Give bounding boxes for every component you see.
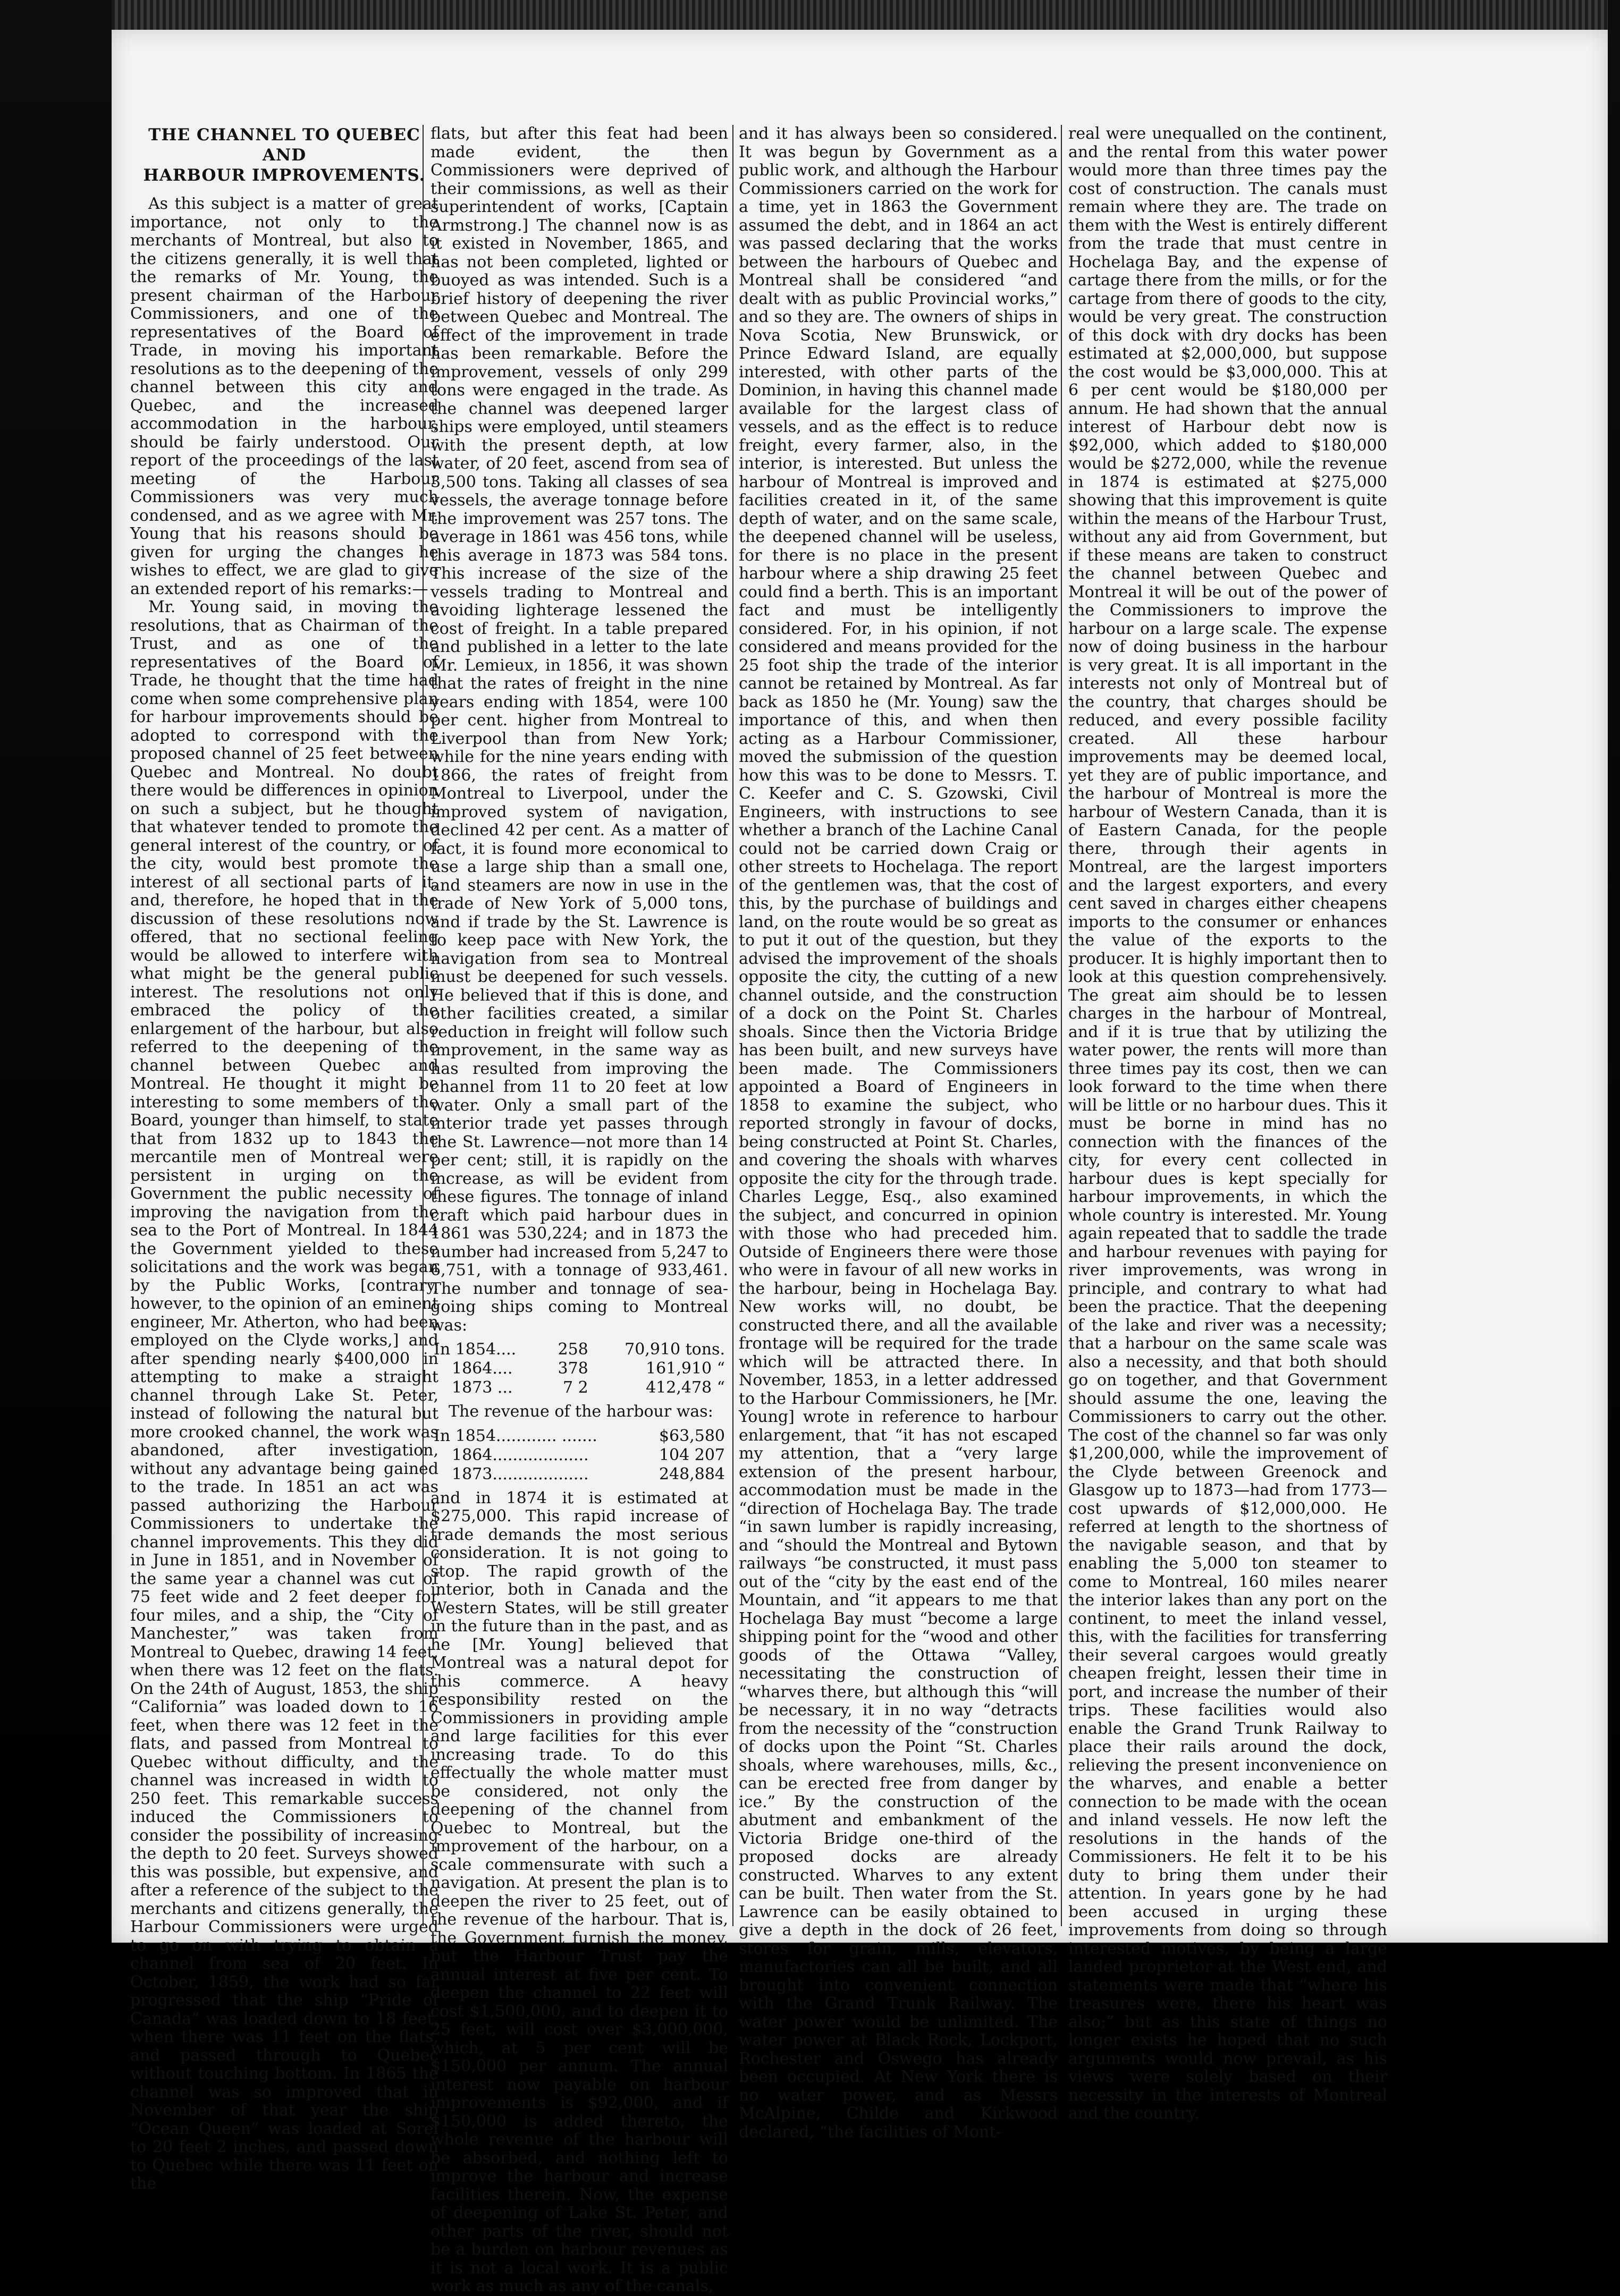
table-cell: In 1854....: [434, 1340, 517, 1359]
paragraph: and it has always been so considered. It was begun by Government as a public work, and although the Harbour Commissioners carried on the work for a time, yet in 1863 the Government assumed the debt, and in 1864 an act was passed declaring that the works between the harbours of Quebec and Montreal shall be considered “and dealt with as public Provincial works,” and so they are. The owners of ships in Nova Scotia, New Brunswick, or Prince Edward Island, are equally interested, with other parts of the Dominion, in having this channel made available for the largest class of vessels, and as the effect is to reduce freight, every farmer, also, in the interior, is interested. But unless the harbour of Montreal is improved and facilities created in it, of the same depth of water, and on the same scale, the deepened channel will be useless, for there is no place in the present harbour where a ship drawing 25 feet could find a berth. This is an important fact and must be intelligently considered. For, in his opinion, if not considered and means provided for the 25 foot ship the trade of the interior cannot be retained by Montreal. As far back as 1850 he (Mr. Young) saw the importance of this, and when then acting as a Harbour Commissioner, moved the submission of the question how this was to be done to Messrs. T. C. Keefer and C. S. Gzowski, Civil Engineers, with instructions to see whether a branch of the Lachine Canal could not be carried down Craig or other streets to Hochelaga. The report of the gentlemen was, that the cost of this, by the purchase of buildings and land, on the route would be so great as to put it out of the question, but they advised the improvement of the shoals opposite the city, the cutting of a new channel outside, and the construction of a dock on the Point St. Charles shoals. Since then the Victoria Bridge has been built, and new surveys have been made. The Commissioners appointed a Board of Engineers in 1858 to examine the subject, who reported strongly in favour of docks, being constructed at Point St. Charles, and covering the shoals with wharves opposite the city for the through trade. Charles Legge, Esq., also examined the subject, and concurred in opinion with those who had preceded him. Outside of Engineers there were those who were in favour of all new works in the harbour, being in Hochelaga Bay. New works will, no doubt, be constructed there, and all the available frontage will be required for the trade which will be attracted there. In November, 1853, in a letter addressed to the Harbour Commissioners, he [Mr. Young] wrote in reference to harbour enlargement, that “it has not escaped my attention, that a “very large extension of the present harbour, accommodation must be made in the “direction of Hochelaga Bay. The trade “in sawn lumber is rapidly increasing, and “should the Montreal and Bytown railways “be constructed, it must pass out of the “city by the east end of the Mountain, and “it appears to me that Hochelaga Bay must “become a large shipping point for the “wood and other goods of the Ottawa “Valley, necessitating the construction of “wharves there, but although this “will be necessary, it in no way “detracts from the necessity of the “construction of docks upon the Point “St. Charles shoals, where warehouses, mills, &c., can be erected free from danger by ice.” By the construction of the abutment and embankment of the Victoria Bridge one-third of the proposed docks are already constructed. Wharves to any extent can be built. Then water from the St. Lawrence can be easily obtained to give a depth in the dock of 26 feet, stores for grain, mills, elevators, manufactories can all be built, and all brought into convenient connection with the Grand Trunk Railway. The water power would be unlimited. The water power at Black Rock, Lockport, Rochester and Oswego has already been occupied. At New York there is no water power, and as Messrs McAlpine, Childe and Kirkwood declared, “the facilities of Mont-: [739, 124, 1058, 2141]
ships-tonnage-table: [431, 1340, 728, 1397]
table-row: [431, 1427, 728, 1446]
table-cell: $63,580: [659, 1426, 725, 1445]
paragraph: flats, but after this feat had been made evident, the then Commissioners were deprived of their commissions, as well as their superintendent of works, [Captain Armstrong.] The channel now is as it existed in November, 1865, and has not been completed, lighted or buoyed as was intended. Such is a brief history of deepening the river between Quebec and Montreal. The effect of the improvement in trade has been remarkable. Before the improvement, vessels of only 299 tons were engaged in the trade. As the channel was deepened larger ships were employed, until steamers with the present depth, at low water, of 20 feet, ascend from sea of 3,500 tons. Taking all classes of sea vessels, the average tonnage before the improvement was 257 tons. The average in 1861 was 456 tons, while this average in 1873 was 584 tons. This increase of the size of the vessels trading to Montreal and avoiding lighterage lessened the cost of freight. In a table prepared and published in a letter to the late Mr. Lemieux, in 1856, it was shown that the rates of freight in the nine years ending with 1854, were 100 per cent. higher from Montreal to Liverpool than from New York; while for the nine years ending with 1866, the rates of freight from Montreal to Liverpool, under the improved system of navigation, declined 42 per cent. As a matter of fact, it is found more economical to use a large ship than a small one, and steamers are now in use in the trade of New York of 5,000 tons, and if trade by the St. Lawrence is to keep pace with New York, the navigation from sea to Montreal must be deepened for such vessels. He believed that if this is done, and other facilities created, a similar reduction in freight will follow such improvement, in the same way as has resulted from improving the channel from 11 to 20 feet at low water. Only a small part of the interior trade yet passes through the St. Lawrence—not more than 14 per cent; still, it is rapidly on the increase, as will be evident from these figures. The tonnage of inland craft which paid harbour dues in 1861 was 530,224; and in 1873 the number had increased from 5,247 to 6,751, with a tonnage of 933,461. The number and tonnage of sea-going ships coming to Montreal was:: [431, 124, 728, 1335]
column-rule: [732, 125, 733, 1926]
table-cell: 1873 ...: [452, 1378, 513, 1397]
paragraph: As this subject is a matter of great importance, not only to the merchants of Montreal, but also to the citizens generally, it is well that the remarks of Mr. Young, the present chairman of the Harbour Commissioners, and one of the representatives of the Board of Trade, in moving his important resolutions as to the deepening of the channel between this city and Quebec, and the increased accommodation in the harbour, should be fairly understood. Our report of the proceedings of the last meeting of the Harbour Commissioners was very much condensed, and as we agree with Mr. Young that his reasons should be given for urging the changes he wishes to effect, we are glad to give an extended report of his remarks:—: [130, 194, 438, 598]
column-2: [431, 125, 728, 2296]
table-cell: 104 207: [659, 1445, 725, 1464]
revenue-caption: The revenue of the harbour was:: [449, 1402, 713, 1421]
revenue-table: [431, 1427, 728, 1484]
paragraph: Mr. Young said, in moving the resolutions, that as Chairman of the Trust, and as one of the representatives of the Board of Trade, he thought that the time had come when some comprehensive plan for harbour improvements should be adopted to correspond with the proposed channel of 25 feet between Quebec and Montreal. No doubt there would be differences in opinion on such a subject, but he thought that whatever tended to promote the general interest of the country, or of the city, would best promote the interest of all sectional parts of it, and, therefore, he hoped that in the discussion of these resolutions now offered, that no sectional feeling would be allowed to interfere with what might be the general public interest. The resolutions not only embraced the policy of the enlargement of the harbour, but also referred to the deepening of the channel between Quebec and Montreal. He thought it might be interesting to some members of the Board, younger than himself, to state that from 1832 up to 1843 the mercantile men of Montreal were persistent in urging on the Government the public necessity of improving the navigation from the sea to the Port of Montreal. In 1844 the Government yielded to these solicitations and the work was began by the Public Works, [contrary, however, to the opinion of an eminent engineer, Mr. Atherton, who had been employed on the Clyde works,] and after spending nearly $400,000 in attempting to make a straight channel through Lake St. Peter, instead of following the natural but more crooked channel, the work was abandoned, after investigation, without any advantage being gained to the trade. In 1851 an act was passed authorizing the Harbour Commissioners to undertake the channel improvements. This they did in June in 1851, and in November of the same year a channel was cut of 75 feet wide and 2 feet deeper for four miles, and a ship, the “City of Manchester,” was taken from Montreal to Quebec, drawing 14 feet, when there was 12 feet on the flats. On the 24th of August, 1853, the ship “California” was loaded down to 16 feet, when there was 12 feet in the flats, and passed from Montreal to Quebec without difficulty, and the channel was increased in width to 250 feet. This remarkable success induced the Commissioners to consider the possibility of increasing the depth to 20 feet. Surveys showed this was possible, but expensive, and after a reference of the subject to the merchants and citizens generally, the Harbour Commissioners were urged to go on with trying to obtain a channel from sea of 20 feet. In October, 1859, the work had so far progressed that the ship “Pride of Canada” was loaded down to 18 feet, when there was 11 feet on the flats, and passed through to Quebec without touching bottom. In 1865 the channel was so improved that in November of that year the ship “Ocean Queen” was loaded at Sorel to 20 feet 2 inches, and passed down to Quebec while there was 11 feet on the: [130, 598, 438, 2193]
table-row: [431, 1465, 728, 1484]
table-cell: 248,884: [659, 1464, 725, 1484]
article-headline: [130, 125, 438, 185]
table-row: [431, 1378, 728, 1397]
column-rule: [1061, 125, 1062, 1926]
column-4: [1068, 125, 1387, 2123]
column-1: [130, 125, 438, 2193]
table-row: [431, 1446, 728, 1465]
table-cell: In 1854............ .......: [434, 1426, 597, 1445]
headline-line-2: HARBOUR IMPROVEMENTS.: [143, 166, 426, 185]
paragraph: and in 1874 it is estimated at $275,000. This rapid increase of trade demands the most serious consideration. It is not going to stop. The rapid growth of the interior, both in Canada and the Western States, will be still greater in the future than in the past, and as he [Mr. Young] believed that Montreal was a natural depot for this commerce. A heavy responsibility rested on the Commissioners in providing ample and large facilities for this ever increasing trade. To do this effectually the whole matter must be considered, not only the deepening of the channel from Quebec to Montreal, but the improvement of the harbour, on a scale commensurate with such a navigation. At present the plan is to deepen the river to 25 feet, out of the revenue of the harbour. That is, the Government furnish the money, but the Harbour Trust pay the annual interest at five per cent. To deepen the channel to 22 feet will cost $1,500,000, and to deepen it to 25 feet, will cost over $3,000,000, which, at 5 per cent will be $150,000 per annum. The annual interest now payable on harbour improvements is $92,000, and if $150,000 is added thereto, the whole revenue of the harbour will be absorbed, and nothing left to improve the harbour and increase facilities therein. Now, the expense of deepening of Lake St. Peter, and other parts of the river, should not be a burden on harbour revenues as it is not a local work. It is a public work as much as any of the canals,: [431, 1488, 728, 2295]
column-3: [739, 125, 1058, 2141]
headline-line-1: THE CHANNEL TO QUEBEC AND: [148, 125, 420, 165]
table-cell: 1864...................: [452, 1445, 589, 1464]
table-cell: 161,910 “: [646, 1359, 725, 1378]
table-cell: 378: [558, 1359, 588, 1378]
table-row: [431, 1340, 728, 1359]
table-cell: 412,478 “: [646, 1378, 725, 1397]
table-row: [431, 1359, 728, 1378]
paragraph: real were unequalled on the continent, and the rental from this water power would more than three times pay the cost of construction. The canals must remain where they are. The trade on them with the West is entirely different from the trade that must centre in Hochelaga Bay, and the expense of cartage there from the mills, or for the cartage from there of goods to the city, would be very great. The construction of this dock with dry docks has been estimated at $2,000,000, but suppose the cost would be $3,000,000. This at 6 per cent would be $180,000 per annum. He had shown that the annual interest of Harbour debt now is $92,000, which added to $180,000 would be $272,000, while the revenue in 1874 is estimated at $275,000 showing that this improvement is quite within the means of the Harbour Trust, without any aid from Government, but if these means are taken to construct the channel between Quebec and Montreal it will be out of the power of the Commissioners to improve the harbour on a large scale. The expense now of doing business in the harbour is very great. It is all important in the interests not only of Montreal but of the country, that charges should be reduced, and every possible facility created. All these harbour improvements may be deemed local, yet they are of public importance, and the harbour of Montreal is more the harbour of Western Canada, than it is of Eastern Canada, for the people there, through their agents in Montreal, are the largest importers and the largest exporters, and every cent saved in charges either cheapens imports to the consumer or enhances the value of the exports to the producer. It is highly important then to look at this question comprehensively. The great aim should be to lessen charges in the harbour of Montreal, and if it is true that by utilizing the water power, the rents will more than three times pay its cost, then we can look forward to the time when there will be little or no harbour dues. This it must be borne in mind has no connection with the finances of the city, for every cent collected in harbour dues is kept specially for harbour improvements, in which the whole country is interested. Mr. Young again repeated that to saddle the trade and harbour revenues with paying for river improvements, was wrong in principle, and contrary to what had been the practice. That the deepening of the lake and river was a necessity; that a harbour on the same scale was also a necessity, and that both should go on together, and that Government should assume the one, leaving the Commissioners to carry out the other. The cost of the channel so far was only $1,200,000, while the improvement of the Clyde between Greenock and Glasgow up to 1873—had from 1773—cost upwards of $12,000,000. He referred at length to the shortness of the navigable season, and that by enabling the 5,000 ton steamer to come to Montreal, 160 miles nearer the interior lakes than any port on the continent, to meet the inland vessel, this, with the facilities for transferring their several cargoes would greatly cheapen freight, lessen their time in port, and increase the number of their trips. These facilities would also enable the Grand Trunk Railway to place their rails around the dock, relieving the present inconvenience on the wharves, and enable a better connection to be made with the ocean and inland vessels. He now left the resolutions in the hands of the Commissioners. He felt it to be his duty to bring them under their attention. In years gone by he had been accused in urging these improvements from doing so through interested motives, by being a large landed proprietor at the West end, and statements were made that “where his treasures were, there his heart was also;” but as this state of things no longer exists he hoped that no such arguments would now prevail, as his views were solely based on their necessity in the interests of Montreal and the country.: [1068, 124, 1387, 2123]
table-cell: 1864....: [452, 1359, 513, 1378]
table-cell: 7 2: [563, 1378, 588, 1397]
table-cell: 70,910 tons.: [625, 1340, 725, 1359]
table-cell: 1873...................: [452, 1464, 589, 1484]
table-cell: 258: [558, 1340, 588, 1359]
scan-top-edge: [112, 0, 1608, 30]
